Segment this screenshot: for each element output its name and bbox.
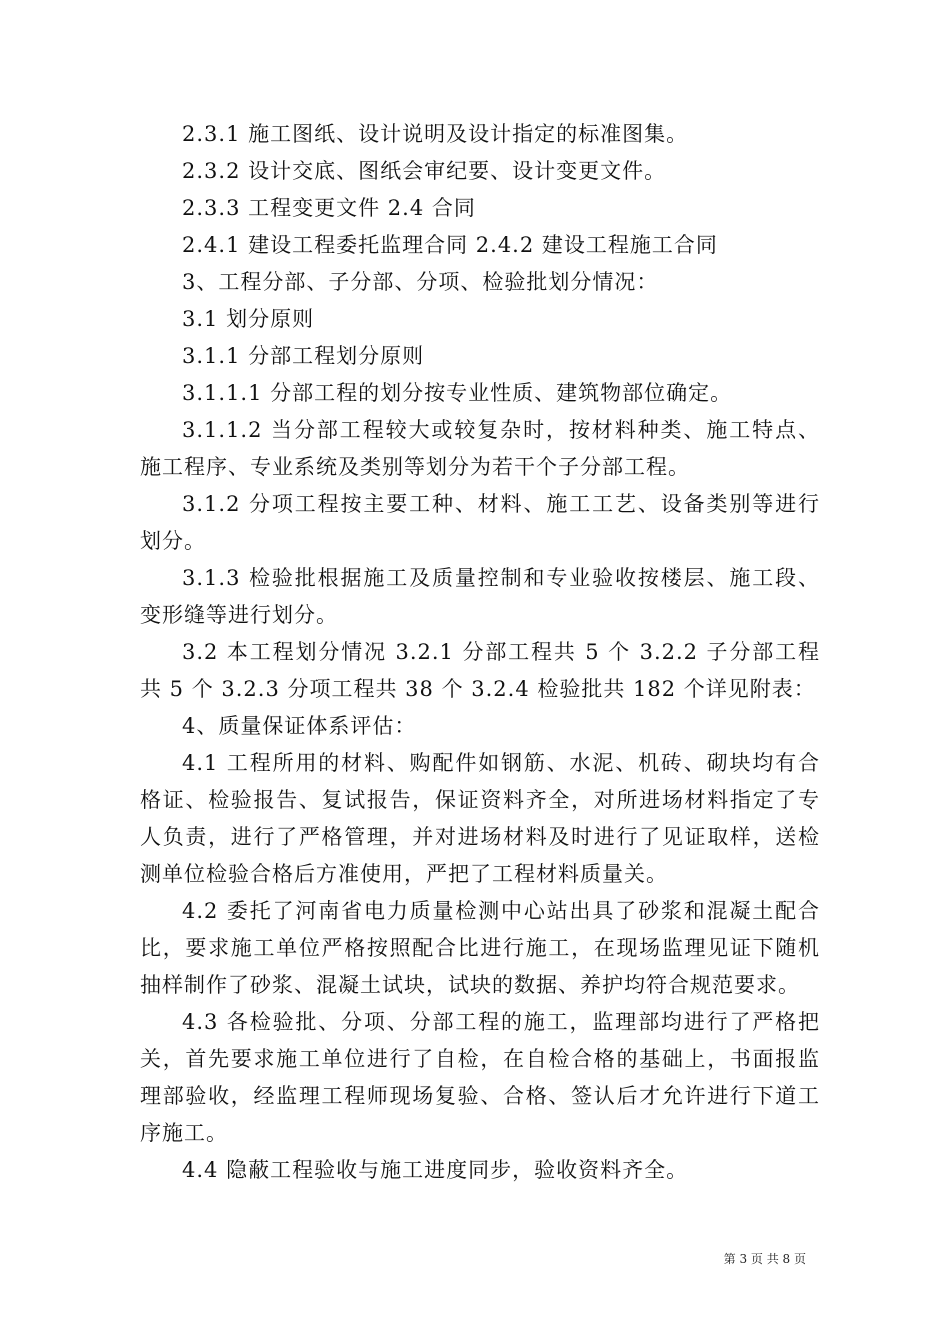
section-heading-3-1-1: 3.1.1 分部工程划分原则 bbox=[182, 344, 425, 368]
paragraph-2-3-1: 2.3.1 施工图纸、设计说明及设计指定的标准图集。 bbox=[182, 122, 689, 146]
paragraph-3-1-1-2: 3.1.1.2 当分部工程较大或较复杂时，按材料种类、施工特点、施工程序、专业系统及类别等划分为若干个子分部工程。 bbox=[140, 418, 820, 479]
paragraph-4-1: 4.1 工程所用的材料、购配件如钢筋、水泥、机砖、砌块均有合格证、检验报告、复试报告，保证资料齐全，对所进场材料指定了专人负责，进行了严格管理，并对进场材料及时进行了见证取样，送检测单位检验合格后方准使用，严把了工程材料质量关。 bbox=[140, 751, 820, 886]
paragraph-4-2: 4.2 委托了河南省电力质量检测中心站出具了砂浆和混凝土配合比，要求施工单位严格按照配合比进行施工，在现场监理见证下随机抽样制作了砂浆、混凝土试块，试块的数据、养护均符合规范要求。 bbox=[140, 899, 820, 997]
paragraph-3-1-1-1: 3.1.1.1 分部工程的划分按专业性质、建筑物部位确定。 bbox=[182, 381, 733, 405]
section-heading-4: 4、质量保证体系评估： bbox=[182, 714, 417, 738]
page-number-footer: 第 3 页 共 8 页 bbox=[723, 1252, 806, 1266]
paragraph-2-4-1: 2.4.1 建设工程委托监理合同 2.4.2 建设工程施工合同 bbox=[182, 233, 718, 257]
section-heading-3-1: 3.1 划分原则 bbox=[182, 307, 315, 331]
paragraph-4-3: 4.3 各检验批、分项、分部工程的施工，监理部均进行了严格把关，首先要求施工单位进行了自检，在自检合格的基础上，书面报监理部验收，经监理工程师现场复验、合格、签认后才允许进行下道工序施工。 bbox=[140, 1010, 820, 1145]
document-body bbox=[140, 116, 820, 1189]
paragraph-2-3-2: 2.3.2 设计交底、图纸会审纪要、设计变更文件。 bbox=[182, 159, 667, 183]
paragraph-4-4: 4.4 隐蔽工程验收与施工进度同步，验收资料齐全。 bbox=[182, 1158, 689, 1182]
paragraph-3-1-3: 3.1.3 检验批根据施工及质量控制和专业验收按楼层、施工段、变形缝等进行划分。 bbox=[140, 566, 820, 627]
paragraph-3-2: 3.2 本工程划分情况 3.2.1 分部工程共 5 个 3.2.2 子分部工程共 5 个 3.2.3 分项工程共 38 个 3.2.4 检验批共 182 个详见附表： bbox=[140, 640, 820, 701]
paragraph-3-1-2: 3.1.2 分项工程按主要工种、材料、施工工艺、设备类别等进行划分。 bbox=[140, 492, 820, 553]
paragraph-2-3-3: 2.3.3 工程变更文件 2.4 合同 bbox=[182, 196, 476, 220]
section-heading-3: 3、工程分部、子分部、分项、检验批划分情况： bbox=[182, 270, 659, 294]
